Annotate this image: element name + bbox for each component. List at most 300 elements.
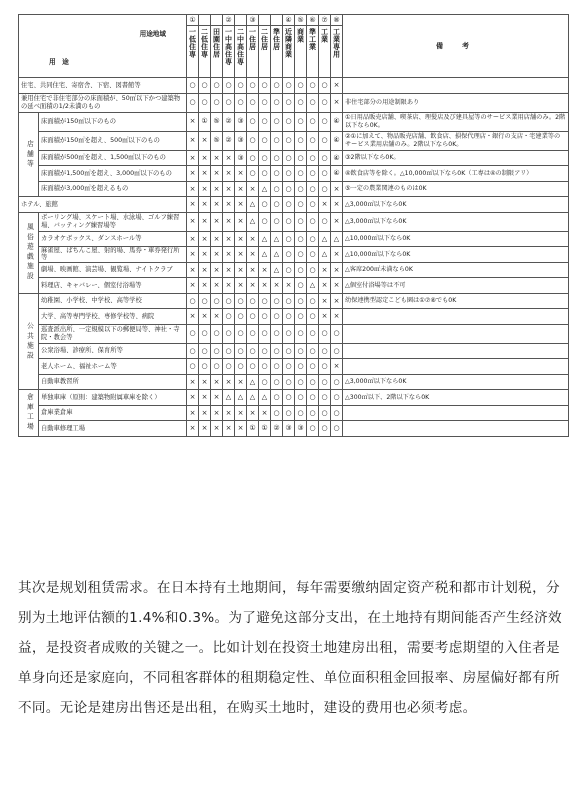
remark-cell (343, 421, 569, 437)
permission-mark: × (319, 262, 331, 278)
permission-mark: ○ (283, 262, 295, 278)
table-header-row (19, 15, 569, 78)
table-row (19, 390, 569, 406)
permission-mark: ○ (259, 131, 271, 150)
zone-group-number: ③ (247, 15, 258, 26)
permission-mark: × (223, 278, 235, 294)
table-row (19, 374, 569, 390)
permission-mark: × (283, 278, 295, 294)
permission-mark: ○ (331, 405, 343, 421)
permission-mark: ○ (283, 293, 295, 309)
zone-group-number: ④ (283, 15, 294, 26)
permission-mark: × (235, 231, 247, 247)
permission-mark: × (199, 374, 211, 390)
permission-mark: × (223, 405, 235, 421)
permission-mark: ○ (259, 293, 271, 309)
table-row (19, 150, 569, 166)
permission-mark: × (187, 212, 199, 231)
permission-mark: ○ (295, 262, 307, 278)
permission-mark: × (211, 309, 223, 325)
zoning-use-table (18, 14, 569, 437)
permission-mark: ○ (295, 324, 307, 343)
remark-cell: △3,000㎡以下なら0K (343, 212, 569, 231)
permission-mark: ○ (259, 374, 271, 390)
zone-group-number (199, 15, 210, 26)
permission-mark: × (187, 112, 199, 131)
permission-mark: ○ (307, 374, 319, 390)
permission-mark: × (187, 166, 199, 182)
permission-mark: ○ (235, 343, 247, 359)
permission-mark: × (199, 131, 211, 150)
permission-mark: ○ (295, 131, 307, 150)
permission-mark: × (211, 390, 223, 406)
body-paragraph: 其次是规划租赁需求。在日本持有土地期间，每年需要缴纳固定资产税和都市计划税，分别为土地评估额的1.4%和0.3%。为了避免这部分支出，在土地持有期间能否产生经济效益，是投资者成败的关键之一。比如计划在投资土地建房出租，需要考虑期望的入住者是单身向还是家庭向，不同租客群体的租期稳定性、单位面积租金回报率、房屋偏好都有所不同。无论是建房出售还是出租，在购买土地时，建设的费用也必须考虑。 (18, 580, 562, 716)
permission-mark: ○ (307, 197, 319, 213)
permission-mark: × (199, 212, 211, 231)
permission-mark: × (259, 262, 271, 278)
permission-mark: ○ (271, 78, 283, 94)
table-row (19, 359, 569, 375)
permission-mark: × (331, 262, 343, 278)
permission-mark: × (223, 374, 235, 390)
permission-mark: △ (247, 390, 259, 406)
permission-mark: ○ (259, 309, 271, 325)
permission-mark: × (331, 181, 343, 197)
permission-mark: ○ (271, 359, 283, 375)
table-row (19, 343, 569, 359)
zone-name: 準住居 (272, 28, 281, 51)
zone-name: 一中高住専 (224, 28, 233, 66)
permission-mark: ○ (319, 212, 331, 231)
permission-mark: ① (247, 421, 259, 437)
permission-mark: ○ (307, 231, 319, 247)
permission-mark: ③ (235, 131, 247, 150)
permission-mark: ○ (247, 78, 259, 94)
permission-mark: ○ (319, 324, 331, 343)
permission-mark: ○ (259, 197, 271, 213)
permission-mark: ○ (295, 166, 307, 182)
table-row (19, 309, 569, 325)
permission-mark: ○ (187, 93, 199, 112)
zone-header (319, 15, 331, 78)
remark-cell: △3,000㎡以下なら0K (343, 197, 569, 213)
permission-mark: ○ (223, 78, 235, 94)
permission-mark: ○ (295, 197, 307, 213)
permission-mark: × (187, 278, 199, 294)
category-cell (19, 390, 39, 437)
remarks-header: 備 考 (343, 15, 569, 78)
permission-mark: × (247, 278, 259, 294)
permission-mark: × (211, 374, 223, 390)
permission-mark: × (187, 150, 199, 166)
category-label: 倉庫工場 (25, 393, 34, 433)
permission-mark: × (223, 262, 235, 278)
permission-mark: ① (259, 421, 271, 437)
permission-mark: △ (247, 374, 259, 390)
permission-mark: ○ (283, 166, 295, 182)
table-row (19, 93, 569, 112)
permission-mark: ○ (283, 247, 295, 263)
remark-cell (343, 309, 569, 325)
permission-mark: ○ (199, 343, 211, 359)
use-label: 倉庫業倉庫 (39, 405, 187, 421)
permission-mark: ○ (271, 309, 283, 325)
permission-mark: × (331, 359, 343, 375)
zone-header (331, 15, 343, 78)
zone-header (235, 15, 247, 78)
permission-mark: × (199, 247, 211, 263)
permission-mark: △ (235, 390, 247, 406)
permission-mark: × (187, 231, 199, 247)
permission-mark: ○ (295, 212, 307, 231)
permission-mark: × (247, 262, 259, 278)
permission-mark: ○ (235, 93, 247, 112)
permission-mark: × (199, 181, 211, 197)
permission-mark: ○ (247, 93, 259, 112)
use-label: 床面積が1,500㎡を超え、3,000㎡以下のもの (39, 166, 187, 182)
permission-mark: ○ (319, 359, 331, 375)
permission-mark: ④ (331, 166, 343, 182)
table-row (19, 166, 569, 182)
permission-mark: ○ (247, 112, 259, 131)
permission-mark: ○ (259, 324, 271, 343)
permission-mark: △ (259, 231, 271, 247)
remark-cell (343, 405, 569, 421)
permission-mark: ○ (235, 293, 247, 309)
use-label: 老人ホーム、福祉ホーム等 (39, 359, 187, 375)
permission-mark: × (211, 262, 223, 278)
permission-mark: ○ (271, 166, 283, 182)
zone-header (223, 15, 235, 78)
permission-mark: ○ (199, 93, 211, 112)
permission-mark: × (187, 247, 199, 263)
permission-mark: ○ (271, 212, 283, 231)
zone-header (271, 15, 283, 78)
permission-mark: ○ (295, 405, 307, 421)
permission-mark: ○ (271, 374, 283, 390)
use-label: ホテル、旅館 (19, 197, 187, 213)
permission-mark: ○ (187, 359, 199, 375)
permission-mark: × (247, 181, 259, 197)
permission-mark: ○ (307, 309, 319, 325)
permission-mark: ② (271, 421, 283, 437)
permission-mark: ○ (295, 93, 307, 112)
permission-mark: × (271, 278, 283, 294)
table-row (19, 197, 569, 213)
permission-mark: ○ (319, 421, 331, 437)
permission-mark: ○ (271, 150, 283, 166)
permission-mark: × (331, 247, 343, 263)
table-row (19, 405, 569, 421)
permission-mark: ③ (283, 421, 295, 437)
permission-mark: × (235, 247, 247, 263)
permission-mark: ③ (295, 421, 307, 437)
permission-mark: ○ (271, 112, 283, 131)
permission-mark: ○ (319, 131, 331, 150)
permission-mark: × (199, 150, 211, 166)
permission-mark: △ (259, 247, 271, 263)
zone-name: 近隣商業 (284, 28, 293, 58)
zone-name: 二中高住専 (236, 28, 245, 66)
permission-mark: ⑤ (211, 131, 223, 150)
permission-mark: ○ (319, 405, 331, 421)
permission-mark: ○ (319, 150, 331, 166)
remark-cell (343, 359, 569, 375)
permission-mark: × (331, 197, 343, 213)
permission-mark: ○ (187, 343, 199, 359)
permission-mark: ○ (211, 324, 223, 343)
permission-mark: ○ (307, 181, 319, 197)
permission-mark: × (235, 181, 247, 197)
permission-mark: ○ (271, 197, 283, 213)
permission-mark: ○ (247, 343, 259, 359)
permission-mark: ○ (259, 78, 271, 94)
permission-mark: ○ (283, 78, 295, 94)
permission-mark: ② (223, 112, 235, 131)
permission-mark: ○ (307, 262, 319, 278)
permission-mark: ③ (235, 150, 247, 166)
permission-mark: ⑤ (211, 112, 223, 131)
zone-name: 二住居 (260, 28, 269, 51)
permission-mark: × (199, 421, 211, 437)
permission-mark: ○ (307, 131, 319, 150)
permission-mark: ○ (223, 293, 235, 309)
category-cell (19, 293, 39, 390)
permission-mark: × (235, 278, 247, 294)
permission-mark: ○ (295, 150, 307, 166)
permission-mark: ○ (283, 150, 295, 166)
permission-mark: × (199, 278, 211, 294)
zone-header (259, 15, 271, 78)
permission-mark: ○ (223, 93, 235, 112)
permission-mark: ○ (319, 390, 331, 406)
zone-group-number (271, 15, 282, 26)
use-label: 幼稚園、小学校、中学校、高等学校 (39, 293, 187, 309)
permission-mark: ○ (259, 359, 271, 375)
remark-cell: ④飲食店等を除く。△10,000㎡以下なら0K（工専は④の制限アリ） (343, 166, 569, 182)
permission-mark: ○ (283, 374, 295, 390)
permission-mark: ○ (319, 78, 331, 94)
table-row (19, 131, 569, 150)
permission-mark: ○ (283, 405, 295, 421)
zone-name: 商業 (296, 28, 305, 43)
permission-mark: ④ (331, 131, 343, 150)
remark-cell: ②①に加えて、物品販売店舗、飲食店、損保代理店・銀行の支店・宅建業等のサービス業用店舗のみ。2階以下なら0K。 (343, 131, 569, 150)
table-row (19, 421, 569, 437)
table-row (19, 231, 569, 247)
permission-mark: ○ (319, 112, 331, 131)
use-label: 公衆浴場、診療所、保育所等 (39, 343, 187, 359)
permission-mark: × (187, 405, 199, 421)
permission-mark: × (235, 197, 247, 213)
remark-cell (343, 324, 569, 343)
permission-mark: × (331, 212, 343, 231)
permission-mark: ○ (295, 359, 307, 375)
use-label: 麻雀屋、ぱちんこ屋、射的場、馬券・車券発行所等 (39, 247, 187, 263)
permission-mark: ○ (295, 78, 307, 94)
permission-mark: × (235, 405, 247, 421)
permission-mark: ○ (247, 150, 259, 166)
permission-mark: ○ (259, 343, 271, 359)
permission-mark: × (211, 150, 223, 166)
use-label: 自動車修理工場 (39, 421, 187, 437)
permission-mark: ○ (259, 150, 271, 166)
permission-mark: ○ (259, 166, 271, 182)
permission-mark: × (211, 247, 223, 263)
zone-name: 工業専用 (332, 28, 341, 58)
permission-mark: ○ (271, 405, 283, 421)
zone-group-number: ⑧ (331, 15, 342, 26)
permission-mark: ○ (199, 324, 211, 343)
permission-mark: ○ (331, 343, 343, 359)
permission-mark: × (199, 166, 211, 182)
permission-mark: ○ (295, 231, 307, 247)
permission-mark: ○ (307, 93, 319, 112)
remark-cell (343, 78, 569, 94)
permission-mark: ○ (283, 131, 295, 150)
permission-mark: ○ (295, 374, 307, 390)
permission-mark: × (199, 262, 211, 278)
zone-group-number (235, 15, 246, 26)
permission-mark: ○ (259, 93, 271, 112)
use-label: 単独車庫（原則：建築物附属車庫を除く） (39, 390, 187, 406)
zone-name: 工業 (320, 28, 329, 43)
permission-mark: × (331, 278, 343, 294)
permission-mark: △ (271, 262, 283, 278)
permission-mark: ○ (307, 150, 319, 166)
remark-cell: 幼保連携型認定こども園は①⑦⑧でも0K (343, 293, 569, 309)
permission-mark: × (187, 421, 199, 437)
permission-mark: × (223, 231, 235, 247)
permission-mark: ○ (247, 359, 259, 375)
permission-mark: ○ (295, 278, 307, 294)
permission-mark: ○ (283, 231, 295, 247)
permission-mark: ○ (307, 421, 319, 437)
permission-mark: ○ (307, 112, 319, 131)
permission-mark: ○ (295, 343, 307, 359)
category-label: 風俗遊戯施設 (25, 223, 34, 282)
use-label: 巡査派出所、一定規模以下の郵便局等、神社・寺院・教会等 (39, 324, 187, 343)
permission-mark: × (331, 309, 343, 325)
permission-mark: × (235, 212, 247, 231)
permission-mark: ○ (187, 293, 199, 309)
permission-mark: ○ (271, 293, 283, 309)
remark-cell: 非住宅部分の用途制限あり (343, 93, 569, 112)
permission-mark: ○ (295, 247, 307, 263)
permission-mark: ○ (223, 324, 235, 343)
use-label: 自動車教習所 (39, 374, 187, 390)
permission-mark: × (199, 231, 211, 247)
permission-mark: × (223, 212, 235, 231)
permission-mark: ○ (331, 374, 343, 390)
permission-mark: ○ (187, 324, 199, 343)
permission-mark: ○ (223, 309, 235, 325)
permission-mark: × (211, 181, 223, 197)
table-row (19, 324, 569, 343)
permission-mark: ○ (211, 93, 223, 112)
permission-mark: × (211, 197, 223, 213)
permission-mark: × (235, 166, 247, 182)
permission-mark: △ (331, 231, 343, 247)
permission-mark: ○ (283, 359, 295, 375)
use-label: 床面積が150㎡以下のもの (39, 112, 187, 131)
permission-mark: ○ (295, 293, 307, 309)
table-row (19, 78, 569, 94)
zone-name: 準工業 (308, 28, 317, 51)
use-label: 大学、高等専門学校、専修学校等、病院 (39, 309, 187, 325)
use-axis-label: 用 途 (49, 58, 69, 67)
zone-name: 一住居 (248, 28, 257, 51)
permission-mark: ○ (307, 343, 319, 359)
zone-name: 二低住専 (200, 28, 209, 58)
use-label: 兼用住宅で非住宅部分の床面積が、50㎡以下かつ建築物の延べ面積の1/2未満のもの (19, 93, 187, 112)
permission-mark: ○ (247, 309, 259, 325)
permission-mark: × (211, 212, 223, 231)
category-label: 店舗等 (25, 139, 34, 169)
permission-mark: × (187, 262, 199, 278)
remark-cell: △個室付浴場等は不可 (343, 278, 569, 294)
table-row (19, 293, 569, 309)
zone-group-number: ① (187, 15, 198, 26)
use-label: 料理店、キャバレー、個室付浴場等 (39, 278, 187, 294)
permission-mark: × (331, 93, 343, 112)
permission-mark: ○ (247, 131, 259, 150)
zone-group-number: ⑦ (319, 15, 330, 26)
permission-mark: × (187, 374, 199, 390)
permission-mark: ○ (283, 93, 295, 112)
permission-mark: × (247, 405, 259, 421)
zone-group-number (211, 15, 222, 26)
permission-mark: ○ (283, 309, 295, 325)
permission-mark: × (211, 166, 223, 182)
permission-mark: ○ (295, 181, 307, 197)
permission-mark: ○ (307, 405, 319, 421)
permission-mark: ○ (331, 390, 343, 406)
permission-mark: × (211, 421, 223, 437)
permission-mark: △ (319, 231, 331, 247)
use-label: カラオケボックス、ダンスホール等 (39, 231, 187, 247)
permission-mark: × (331, 78, 343, 94)
permission-mark: ② (223, 131, 235, 150)
permission-mark: × (211, 405, 223, 421)
permission-mark: × (235, 421, 247, 437)
permission-mark: ○ (271, 131, 283, 150)
permission-mark: ○ (247, 293, 259, 309)
use-label: 住宅、共同住宅、寄宿舎、下宿、図書館等 (19, 78, 187, 94)
zone-header (295, 15, 307, 78)
permission-mark: ○ (295, 112, 307, 131)
permission-mark: × (223, 197, 235, 213)
use-label: 劇場、映画館、演芸場、観覧場、ナイトクラブ (39, 262, 187, 278)
permission-mark: × (187, 390, 199, 406)
remark-cell: △10,000㎡以下なら0K (343, 247, 569, 263)
remark-cell: ①日用品販売店舗、喫茶店、理髪店及び建具屋等のサービス業用店舗のみ。2階以下なら0K。 (343, 112, 569, 131)
permission-mark: × (187, 309, 199, 325)
permission-mark: △ (247, 197, 259, 213)
table-row (19, 181, 569, 197)
zone-axis-label: 用途地域 (139, 30, 166, 38)
permission-mark: △ (271, 247, 283, 263)
zone-header (187, 15, 199, 78)
table-row (19, 278, 569, 294)
permission-mark: ○ (295, 390, 307, 406)
table-row (19, 112, 569, 131)
permission-mark: ○ (187, 78, 199, 94)
permission-mark: ○ (271, 343, 283, 359)
permission-mark: ○ (283, 343, 295, 359)
permission-mark: ○ (283, 197, 295, 213)
permission-mark: ○ (283, 112, 295, 131)
